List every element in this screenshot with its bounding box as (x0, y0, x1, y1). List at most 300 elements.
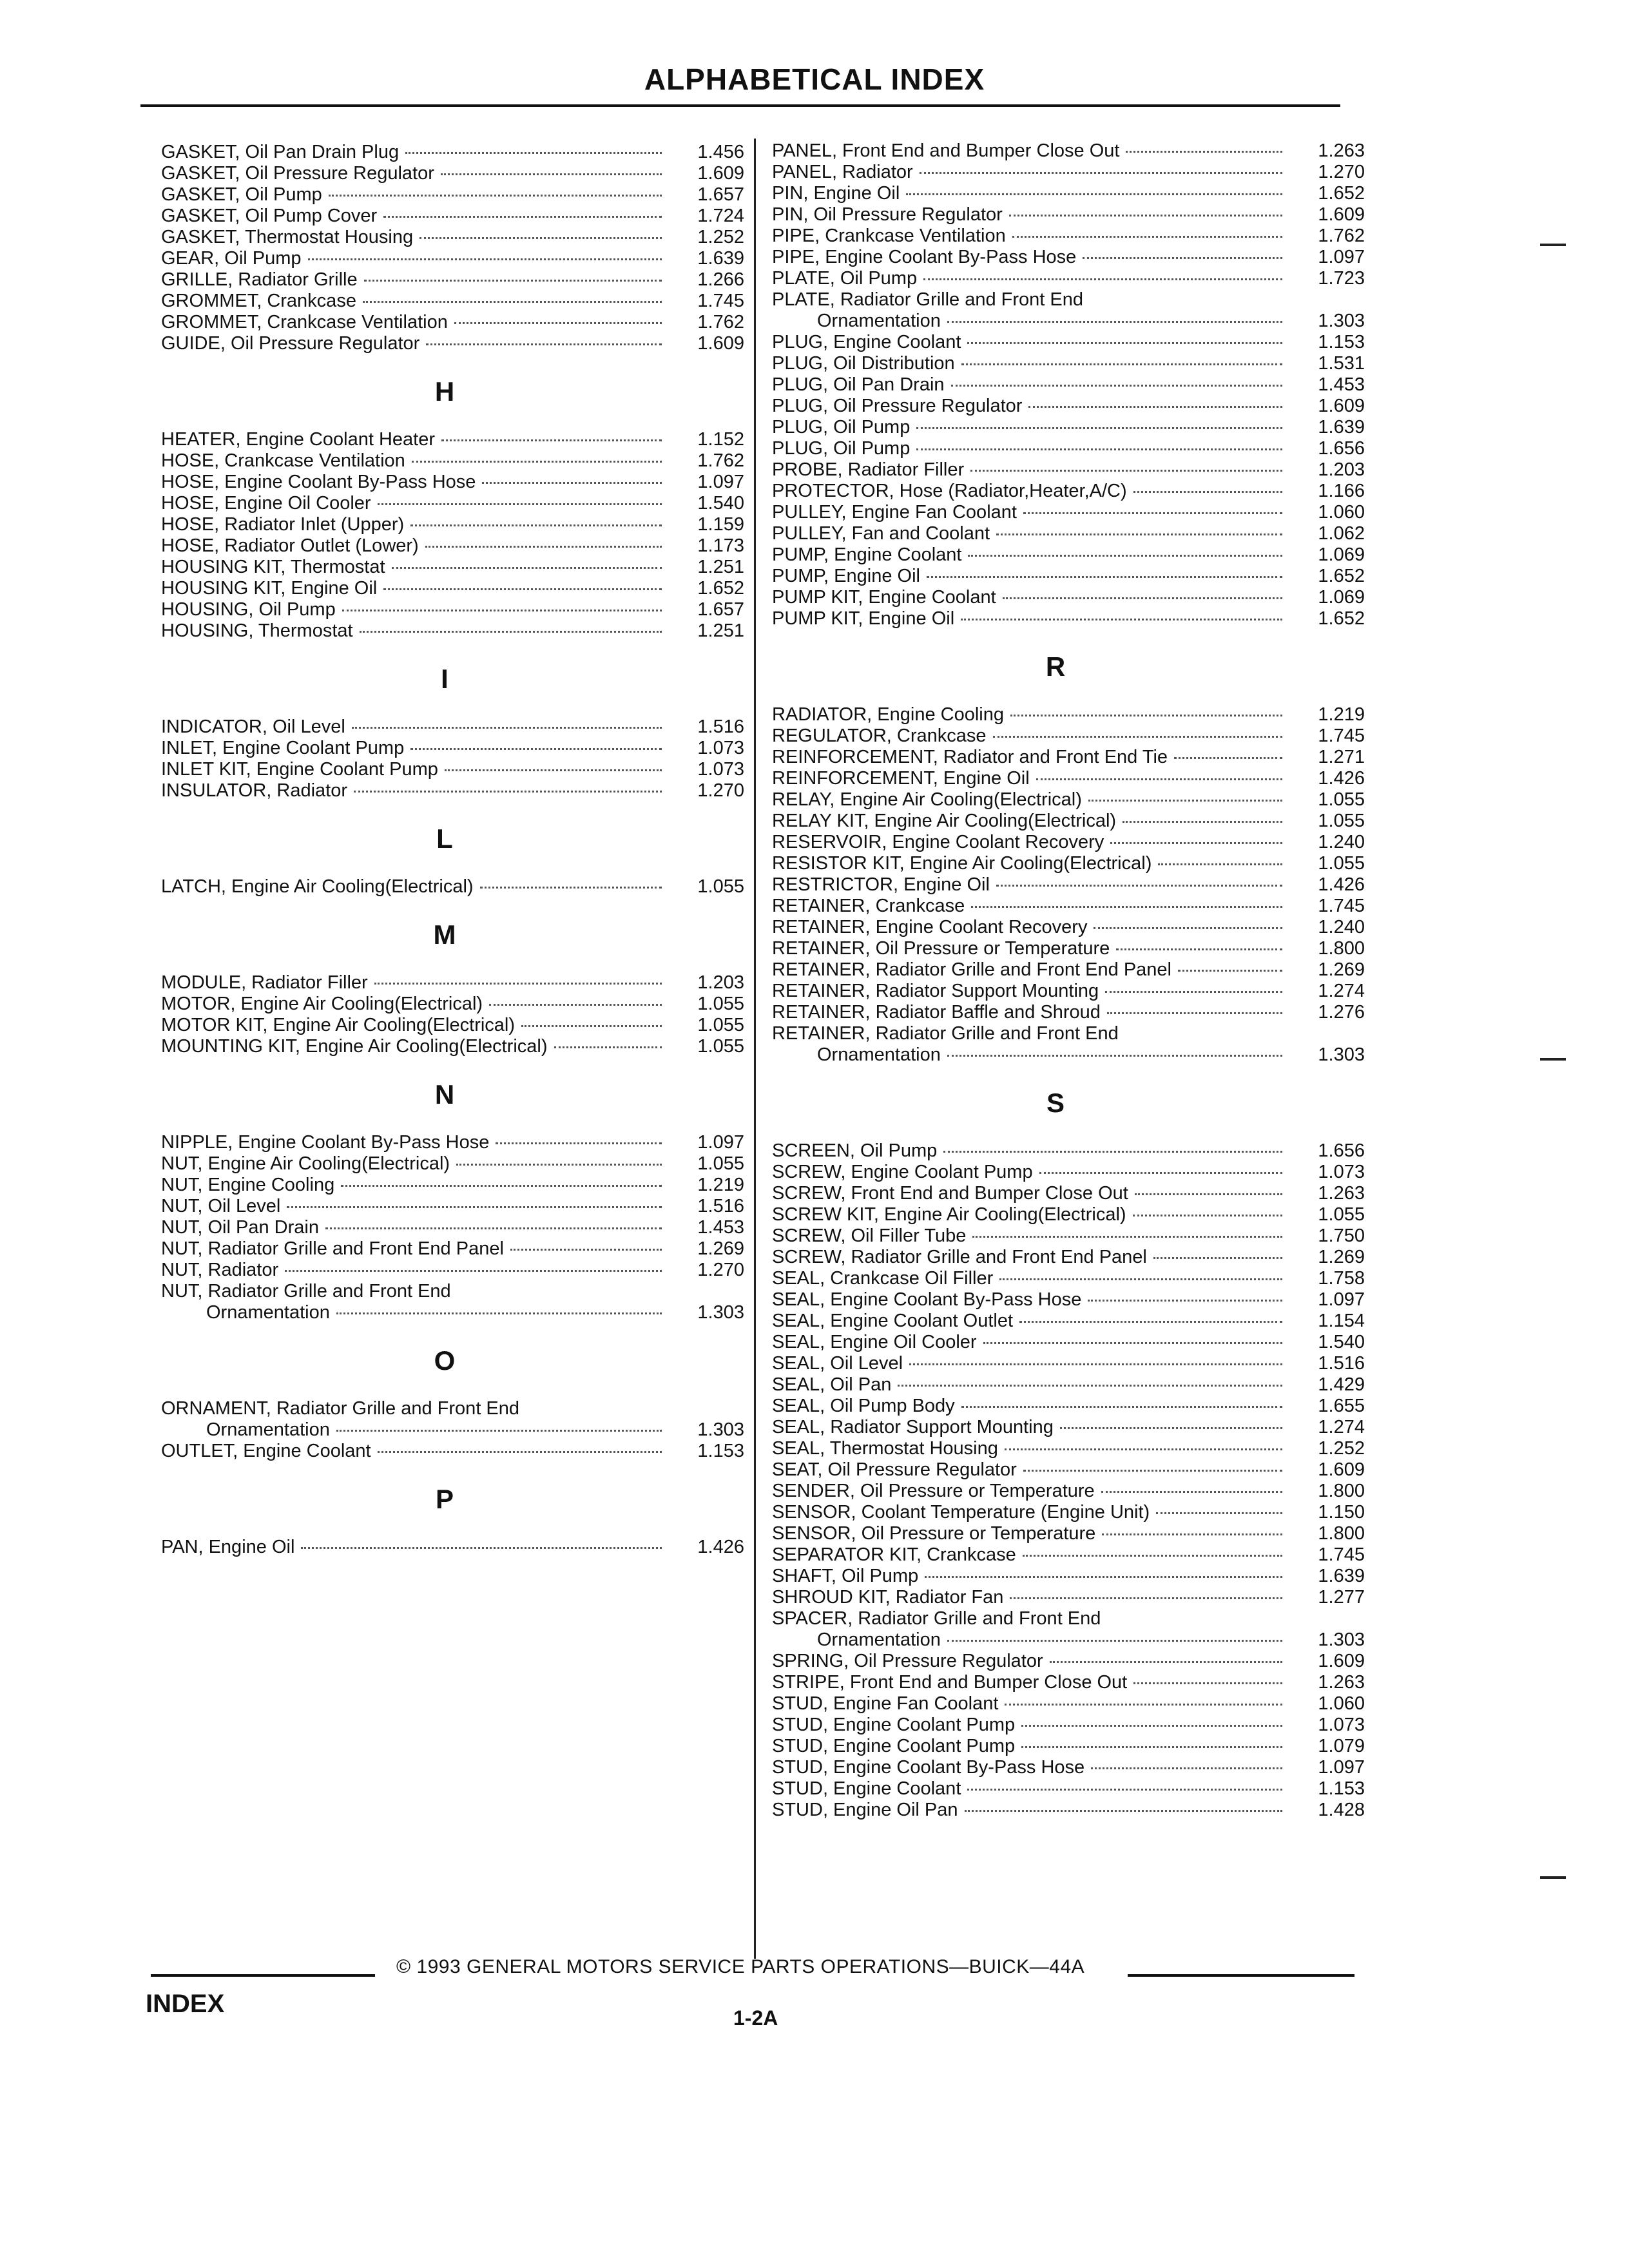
dot-leader (925, 1576, 1282, 1578)
index-entry (161, 535, 744, 557)
entry-page: 1.097 (697, 1132, 744, 1153)
index-entry (772, 1544, 1365, 1566)
dot-leader (965, 1810, 1282, 1812)
entry-page: 1.263 (1318, 1672, 1365, 1693)
entry-label: PIN, Oil Pressure Regulator (772, 204, 1003, 225)
index-entry (161, 578, 744, 599)
dot-leader (1158, 863, 1282, 865)
index-entry (772, 1002, 1365, 1023)
page-title: ALPHABETICAL INDEX (644, 62, 985, 96)
entry-label: RETAINER, Oil Pressure or Temperature (772, 938, 1110, 959)
index-entry (772, 959, 1365, 981)
entry-page: 1.152 (697, 429, 744, 450)
index-entry (772, 1800, 1365, 1821)
margin-mark (1540, 244, 1566, 246)
index-entry (161, 1153, 744, 1175)
section-letter: N (434, 1079, 455, 1110)
index-entry (772, 726, 1365, 747)
entry-label: ORNAMENT, Radiator Grille and Front End (161, 1398, 520, 1419)
entry-page: 1.263 (1318, 1183, 1365, 1204)
entry-page: 1.055 (697, 1153, 744, 1174)
dot-leader (1009, 215, 1282, 216)
index-entry (772, 608, 1365, 629)
entry-page: 1.609 (697, 333, 744, 354)
dot-leader (920, 172, 1282, 174)
entry-page: 1.762 (1318, 226, 1365, 246)
dot-leader (392, 567, 662, 569)
entry-label: INDICATOR, Oil Level (161, 716, 345, 737)
entry-page: 1.055 (1318, 811, 1365, 831)
entry-label: GRILLE, Radiator Grille (161, 269, 358, 290)
entry-label: PUMP KIT, Engine Coolant (772, 587, 996, 608)
index-entry (772, 1204, 1365, 1225)
index-entry (772, 587, 1365, 608)
index-entry (161, 1238, 744, 1260)
entry-label: PUMP, Engine Coolant (772, 544, 962, 565)
footer-rule-left (151, 1974, 375, 1977)
index-entry (161, 269, 744, 291)
dot-leader (510, 1249, 662, 1251)
index-entry (772, 396, 1365, 417)
entry-page: 1.263 (1318, 140, 1365, 161)
entry-label: PUMP KIT, Engine Oil (772, 608, 955, 629)
entry-page: 1.271 (1318, 747, 1365, 767)
entry-page: 1.055 (697, 1036, 744, 1057)
entry-page: 1.240 (1318, 832, 1365, 852)
entry-label: NUT, Engine Cooling (161, 1175, 335, 1195)
entry-page: 1.723 (1318, 268, 1365, 289)
entry-page: 1.800 (1318, 1481, 1365, 1501)
entry-page: 1.097 (1318, 1289, 1365, 1310)
dot-leader (1023, 1555, 1282, 1557)
dot-leader (1126, 151, 1282, 153)
index-entry (161, 248, 744, 269)
entry-label: GUIDE, Oil Pressure Regulator (161, 333, 420, 354)
entry-page: 1.153 (1318, 1778, 1365, 1799)
section-letter: P (435, 1484, 454, 1514)
index-entry (772, 1044, 1365, 1066)
entry-label: PULLEY, Fan and Coolant (772, 523, 990, 544)
index-entry (161, 312, 744, 333)
index-entry (161, 472, 744, 493)
index-entry (772, 162, 1365, 183)
dot-leader (947, 321, 1282, 323)
index-entry (161, 1441, 744, 1462)
index-entry (772, 1353, 1365, 1374)
dot-leader (454, 322, 662, 324)
dot-leader (1021, 1746, 1282, 1748)
entry-page: 1.173 (697, 535, 744, 556)
title-rule (140, 104, 1340, 107)
entry-page: 1.153 (697, 1441, 744, 1461)
footer-copyright: © 1993 GENERAL MOTORS SERVICE PARTS OPERATIONS—BUICK—44A (396, 1956, 1085, 1977)
index-entry (161, 291, 744, 312)
entry-label: NUT, Engine Air Cooling(Electrical) (161, 1153, 450, 1174)
entry-label: PULLEY, Engine Fan Coolant (772, 502, 1017, 523)
index-entry (772, 1374, 1365, 1396)
dot-leader (1012, 236, 1282, 238)
index-entry (772, 1587, 1365, 1608)
entry-page: 1.073 (697, 759, 744, 780)
entry-label: RELAY, Engine Air Cooling(Electrical) (772, 789, 1082, 810)
entry-page: 1.303 (697, 1302, 744, 1323)
index-entry (772, 1651, 1365, 1672)
index-entry (772, 1023, 1365, 1044)
entry-page: 1.079 (1318, 1736, 1365, 1756)
dot-leader (1003, 597, 1282, 599)
entry-label: GASKET, Oil Pump Cover (161, 206, 378, 226)
dot-leader (1036, 778, 1282, 780)
entry-page: 1.609 (1318, 204, 1365, 225)
dot-leader (405, 152, 662, 154)
entry-page: 1.277 (1318, 1587, 1365, 1608)
index-entry (772, 1289, 1365, 1311)
dot-leader (1135, 1193, 1282, 1195)
index-entry (772, 1417, 1365, 1438)
entry-label: NIPPLE, Engine Coolant By-Pass Hose (161, 1132, 490, 1153)
entry-label: HOUSING KIT, Engine Oil (161, 578, 378, 599)
dot-leader (1023, 512, 1282, 514)
index-entry (772, 1502, 1365, 1523)
entry-page: 1.055 (1318, 789, 1365, 810)
entry-label: GEAR, Oil Pump (161, 248, 302, 269)
dot-leader (383, 588, 662, 590)
index-entry (772, 747, 1365, 768)
entry-page: 1.060 (1318, 502, 1365, 523)
index-entry (772, 502, 1365, 523)
entry-page: 1.055 (697, 994, 744, 1014)
entry-label: SEAL, Engine Coolant Outlet (772, 1311, 1014, 1331)
entry-page: 1.251 (697, 557, 744, 577)
index-entry (161, 599, 744, 620)
dot-leader (482, 482, 662, 484)
dot-leader (961, 363, 1282, 365)
dot-leader (916, 448, 1282, 450)
index-entry (772, 1311, 1365, 1332)
entry-label: RETAINER, Radiator Baffle and Shroud (772, 1002, 1101, 1023)
dot-leader (1110, 842, 1282, 844)
dot-leader (521, 1025, 662, 1027)
dot-leader (301, 1547, 662, 1549)
entry-label: Ornamentation (206, 1302, 330, 1323)
entry-page: 1.453 (697, 1217, 744, 1238)
entry-page: 1.745 (1318, 726, 1365, 746)
index-entry (772, 226, 1365, 247)
entry-page: 1.426 (1318, 768, 1365, 789)
entry-page: 1.276 (1318, 1002, 1365, 1023)
index-entry (161, 206, 744, 227)
entry-page: 1.609 (697, 163, 744, 184)
entry-page: 1.652 (1318, 608, 1365, 629)
entry-label: MOTOR KIT, Engine Air Cooling(Electrical) (161, 1015, 516, 1035)
index-entry (161, 514, 744, 535)
dot-leader (554, 1046, 662, 1048)
index-entry (161, 429, 744, 450)
dot-leader (1133, 1682, 1282, 1684)
dot-leader (378, 503, 662, 505)
entry-label: SEAL, Crankcase Oil Filler (772, 1268, 994, 1289)
index-entry (772, 566, 1365, 587)
entry-page: 1.655 (1318, 1396, 1365, 1416)
entry-page: 1.303 (1318, 1044, 1365, 1065)
entry-label: INLET, Engine Coolant Pump (161, 738, 405, 758)
dot-leader (927, 576, 1282, 578)
entry-label: PIPE, Crankcase Ventilation (772, 226, 1006, 246)
index-entry (772, 332, 1365, 353)
entry-label: SHAFT, Oil Pump (772, 1566, 919, 1586)
index-entry (772, 917, 1365, 938)
dot-leader (496, 1142, 662, 1144)
entry-label: LATCH, Engine Air Cooling(Electrical) (161, 876, 474, 897)
entry-label: SEAL, Engine Coolant By-Pass Hose (772, 1289, 1082, 1310)
entry-page: 1.055 (697, 1015, 744, 1035)
entry-page: 1.800 (1318, 1523, 1365, 1544)
entry-page: 1.303 (1318, 311, 1365, 331)
entry-label: SCREEN, Oil Pump (772, 1140, 938, 1161)
dot-leader (489, 1004, 662, 1006)
entry-page: 1.269 (697, 1238, 744, 1259)
entry-label: PLUG, Oil Pan Drain (772, 374, 945, 395)
section-letter: M (433, 919, 456, 950)
entry-label: SENSOR, Coolant Temperature (Engine Unit) (772, 1502, 1150, 1523)
entry-page: 1.609 (1318, 396, 1365, 416)
entry-label: OUTLET, Engine Coolant (161, 1441, 371, 1461)
entry-page: 1.055 (1318, 1204, 1365, 1225)
entry-label: SEAL, Oil Level (772, 1353, 903, 1374)
entry-page: 1.456 (697, 142, 744, 162)
entry-label: HEATER, Engine Coolant Heater (161, 429, 436, 450)
entry-page: 1.758 (1318, 1268, 1365, 1289)
dot-leader (970, 470, 1282, 472)
dot-leader (352, 727, 662, 729)
dot-leader (1105, 991, 1282, 993)
dot-leader (308, 258, 662, 260)
entry-page: 1.609 (1318, 1651, 1365, 1671)
entry-page: 1.724 (697, 206, 744, 226)
entry-label: HOSE, Crankcase Ventilation (161, 450, 405, 471)
index-entry (772, 938, 1365, 959)
dot-leader (1005, 1448, 1282, 1450)
index-entry (161, 1260, 744, 1281)
dot-leader (909, 1363, 1282, 1365)
dot-leader (1107, 1012, 1282, 1014)
index-entry (772, 1608, 1365, 1629)
entry-label: HOSE, Radiator Inlet (Upper) (161, 514, 405, 535)
dot-leader (1133, 1215, 1282, 1216)
entry-label: PLUG, Oil Pump (772, 438, 911, 459)
entry-page: 1.428 (1318, 1800, 1365, 1820)
dot-leader (943, 1151, 1282, 1153)
entry-page: 1.062 (1318, 523, 1365, 544)
dot-leader (999, 1278, 1282, 1280)
index-entry (161, 780, 744, 802)
dot-leader (1102, 1533, 1282, 1535)
dot-leader (1153, 1257, 1282, 1259)
index-entry (772, 311, 1365, 332)
index-entry (161, 1015, 744, 1036)
entry-label: INLET KIT, Engine Coolant Pump (161, 759, 438, 780)
entry-label: RETAINER, Engine Coolant Recovery (772, 917, 1088, 937)
dot-leader (1116, 948, 1282, 950)
entry-page: 1.097 (1318, 1757, 1365, 1778)
entry-page: 1.270 (1318, 162, 1365, 182)
section-letter: H (434, 376, 455, 407)
dot-leader (336, 1430, 662, 1432)
section-letter: R (1045, 651, 1066, 682)
entry-label: SCREW, Engine Coolant Pump (772, 1162, 1033, 1182)
index-entry (772, 768, 1365, 789)
entry-page: 1.060 (1318, 1693, 1365, 1714)
entry-label: STRIPE, Front End and Bumper Close Out (772, 1672, 1128, 1693)
entry-label: SCREW, Oil Filler Tube (772, 1225, 967, 1246)
dot-leader (287, 1206, 662, 1208)
dot-leader (947, 1640, 1282, 1642)
dot-leader (947, 1055, 1282, 1057)
index-entry (161, 493, 744, 514)
entry-label: PANEL, Radiator (772, 162, 913, 182)
margin-mark (1540, 1058, 1566, 1061)
entry-label: GROMMET, Crankcase Ventilation (161, 312, 448, 332)
entry-label: PIPE, Engine Coolant By-Pass Hose (772, 247, 1077, 267)
dot-leader (360, 631, 662, 633)
entry-label: PLATE, Radiator Grille and Front End (772, 289, 1084, 310)
entry-label: GASKET, Oil Pump (161, 184, 322, 205)
section-letter: L (436, 823, 453, 854)
dot-leader (1005, 1704, 1282, 1706)
entry-label: SENDER, Oil Pressure or Temperature (772, 1481, 1095, 1501)
entry-label: GASKET, Thermostat Housing (161, 227, 414, 247)
index-entry (161, 994, 744, 1015)
entry-page: 1.219 (1318, 704, 1365, 725)
dot-leader (1088, 1300, 1282, 1302)
index-entry (161, 1036, 744, 1057)
index-entry (772, 481, 1365, 502)
dot-leader (1123, 821, 1282, 823)
index-entry (772, 896, 1365, 917)
entry-page: 1.203 (697, 972, 744, 993)
index-entry (772, 417, 1365, 438)
entry-page: 1.516 (1318, 1353, 1365, 1374)
index-entry (772, 704, 1365, 726)
entry-label: SENSOR, Oil Pressure or Temperature (772, 1523, 1096, 1544)
index-entry (772, 1693, 1365, 1715)
entry-page: 1.252 (697, 227, 744, 247)
entry-label: RESERVOIR, Engine Coolant Recovery (772, 832, 1104, 852)
entry-page: 1.274 (1318, 1417, 1365, 1437)
entry-page: 1.097 (697, 472, 744, 492)
dot-leader (425, 546, 662, 548)
index-entry (161, 716, 744, 738)
entry-page: 1.073 (697, 738, 744, 758)
index-entry (772, 1162, 1365, 1183)
index-entry (772, 1566, 1365, 1587)
entry-label: NUT, Radiator Grille and Front End Panel (161, 1238, 504, 1259)
entry-label: SEAL, Thermostat Housing (772, 1438, 998, 1459)
dot-leader (441, 173, 662, 175)
index-entry (161, 738, 744, 759)
dot-leader (983, 1342, 1282, 1344)
entry-label: PUMP, Engine Oil (772, 566, 920, 586)
dot-leader (971, 906, 1282, 908)
dot-leader (410, 524, 662, 526)
entry-label: SEPARATOR KIT, Crankcase (772, 1544, 1016, 1565)
dot-leader (1010, 1597, 1282, 1599)
entry-label: STUD, Engine Coolant Pump (772, 1736, 1016, 1756)
index-entry (161, 1302, 744, 1323)
dot-leader (996, 885, 1282, 887)
entry-label: SPACER, Radiator Grille and Front End (772, 1608, 1101, 1629)
entry-label: GROMMET, Crankcase (161, 291, 356, 311)
entry-page: 1.762 (697, 312, 744, 332)
entry-page: 1.652 (1318, 183, 1365, 204)
entry-label: HOSE, Radiator Outlet (Lower) (161, 535, 419, 556)
dot-leader (364, 280, 662, 282)
index-entry (772, 140, 1365, 162)
entry-label: HOUSING KIT, Thermostat (161, 557, 385, 577)
entry-label: PLUG, Oil Pump (772, 417, 911, 437)
dot-leader (285, 1270, 662, 1272)
entry-label: SCREW, Radiator Grille and Front End Panel (772, 1247, 1147, 1267)
index-entry (772, 1672, 1365, 1693)
index-entry (772, 438, 1365, 459)
entry-label: MODULE, Radiator Filler (161, 972, 368, 993)
entry-label: SCREW KIT, Engine Air Cooling(Electrical) (772, 1204, 1126, 1225)
entry-label: PLUG, Engine Coolant (772, 332, 961, 352)
index-entry (772, 1481, 1365, 1502)
entry-page: 1.270 (697, 780, 744, 801)
entry-page: 1.426 (1318, 874, 1365, 895)
entry-page: 1.269 (1318, 959, 1365, 980)
entry-page: 1.745 (697, 291, 744, 311)
entry-page: 1.069 (1318, 587, 1365, 608)
index-entry (161, 1398, 744, 1419)
dot-leader (967, 1789, 1282, 1791)
entry-label: Ornamentation (206, 1419, 330, 1440)
index-entry (772, 1459, 1365, 1481)
entry-page: 1.609 (1318, 1459, 1365, 1480)
entry-label: MOTOR, Engine Air Cooling(Electrical) (161, 994, 483, 1014)
entry-label: HOSE, Engine Coolant By-Pass Hose (161, 472, 476, 492)
section-letter: O (434, 1345, 456, 1376)
entry-page: 1.745 (1318, 1544, 1365, 1565)
index-entry (772, 268, 1365, 289)
index-entry (161, 184, 744, 206)
footer-rule-right (1128, 1974, 1354, 1977)
entry-page: 1.652 (697, 578, 744, 599)
dot-leader (961, 619, 1282, 620)
dot-leader (374, 983, 662, 985)
entry-label: NUT, Radiator Grille and Front End (161, 1281, 451, 1302)
dot-leader (1060, 1427, 1282, 1429)
entry-page: 1.429 (1318, 1374, 1365, 1395)
page-number: 1-2A (733, 2006, 778, 2030)
dot-leader (968, 555, 1282, 557)
entry-label: RADIATOR, Engine Cooling (772, 704, 1004, 725)
entry-label: SPRING, Oil Pressure Regulator (772, 1651, 1043, 1671)
dot-leader (480, 887, 662, 889)
entry-page: 1.800 (1318, 938, 1365, 959)
entry-label: NUT, Radiator (161, 1260, 279, 1280)
dot-leader (993, 736, 1282, 738)
dot-leader (456, 1164, 662, 1166)
index-entry (161, 142, 744, 163)
entry-page: 1.159 (697, 514, 744, 535)
index-entry (772, 1629, 1365, 1651)
entry-page: 1.269 (1318, 1247, 1365, 1267)
entry-page: 1.203 (1318, 459, 1365, 480)
entry-page: 1.150 (1318, 1502, 1365, 1523)
dot-leader (354, 791, 662, 793)
